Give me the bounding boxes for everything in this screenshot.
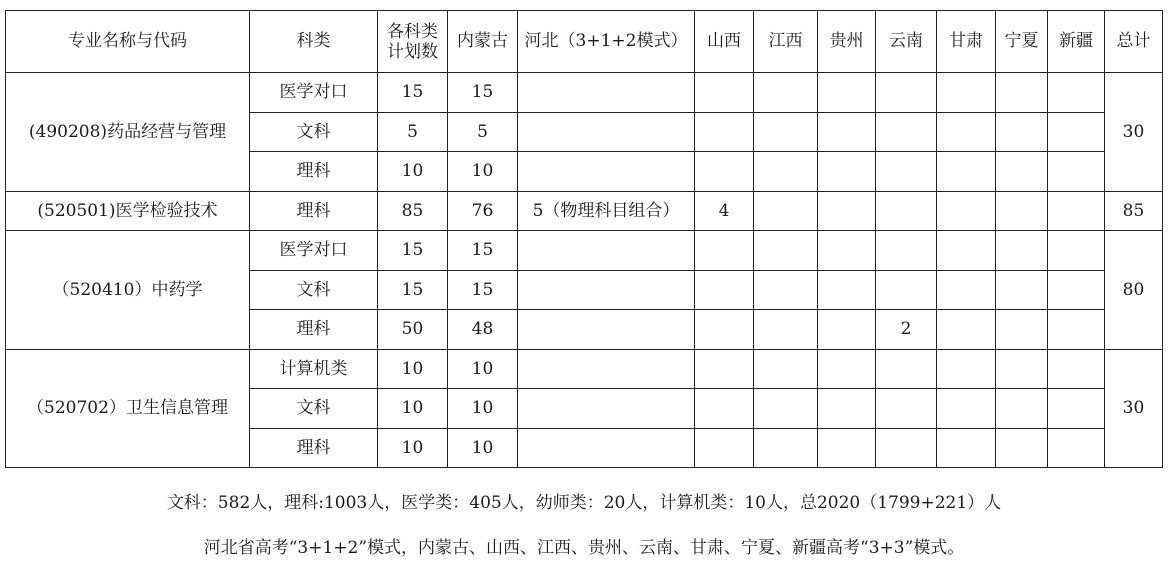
header-ningxia: 宁夏 (996, 11, 1048, 73)
hebei-cell (518, 270, 695, 310)
plan-cell: 10 (378, 152, 448, 192)
header-total: 总计 (1105, 11, 1163, 73)
hebei-cell (518, 73, 695, 113)
hebei-cell (518, 310, 695, 350)
ningxia-cell (996, 191, 1048, 231)
hebei-cell (518, 112, 695, 152)
jiangxi-cell (754, 231, 818, 271)
table-row (6, 73, 1163, 113)
shanxi-cell: 4 (695, 191, 754, 231)
neimenggu-cell: 5 (448, 112, 518, 152)
major-cell: (490208)药品经营与管理 (6, 73, 250, 192)
neimenggu-cell: 10 (448, 428, 518, 468)
plan-cell: 50 (378, 310, 448, 350)
xinjiang-cell (1048, 152, 1105, 192)
neimenggu-cell: 15 (448, 270, 518, 310)
plan-cell: 15 (378, 270, 448, 310)
header-plan-line2: 计划数 (387, 41, 438, 62)
yunnan-cell: 2 (876, 310, 937, 350)
guizhou-cell (818, 73, 876, 113)
subject-cell: 医学对口 (250, 73, 378, 113)
neimenggu-cell: 48 (448, 310, 518, 350)
yunnan-cell (876, 270, 937, 310)
hebei-cell (518, 152, 695, 192)
gansu-cell (937, 349, 996, 389)
major-cell: (520501)医学检验技术 (6, 191, 250, 231)
ningxia-cell (996, 112, 1048, 152)
header-plan-line1: 各科类 (387, 21, 438, 42)
xinjiang-cell (1048, 231, 1105, 271)
xinjiang-cell (1048, 270, 1105, 310)
table-row (6, 349, 1163, 389)
total-cell: 30 (1105, 349, 1163, 468)
jiangxi-cell (754, 270, 818, 310)
subject-cell: 计算机类 (250, 349, 378, 389)
guizhou-cell (818, 310, 876, 350)
table-header (6, 11, 1163, 73)
hebei-cell (518, 349, 695, 389)
plan-cell: 10 (378, 389, 448, 429)
subject-cell: 医学对口 (250, 231, 378, 271)
ningxia-cell (996, 428, 1048, 468)
guizhou-cell (818, 112, 876, 152)
header-guizhou: 贵州 (818, 11, 876, 73)
xinjiang-cell (1048, 112, 1105, 152)
shanxi-cell (695, 270, 754, 310)
gansu-cell (937, 231, 996, 271)
shanxi-cell (695, 231, 754, 271)
yunnan-cell (876, 389, 937, 429)
header-major: 专业名称与代码 (6, 11, 250, 73)
gansu-cell (937, 112, 996, 152)
major-cell: （520702）卫生信息管理 (6, 349, 250, 468)
shanxi-cell (695, 310, 754, 350)
neimenggu-cell: 10 (448, 349, 518, 389)
neimenggu-cell: 10 (448, 389, 518, 429)
header-neimenggu: 内蒙古 (448, 11, 518, 73)
yunnan-cell (876, 73, 937, 113)
hebei-cell (518, 428, 695, 468)
xinjiang-cell (1048, 428, 1105, 468)
header-shanxi: 山西 (695, 11, 754, 73)
header-subject: 科类 (250, 11, 378, 73)
gansu-cell (937, 270, 996, 310)
xinjiang-cell (1048, 389, 1105, 429)
table-body (6, 73, 1163, 468)
xinjiang-cell (1048, 310, 1105, 350)
gansu-cell (937, 389, 996, 429)
plan-cell: 10 (378, 349, 448, 389)
header-hebei: 河北（3+1+2模式） (518, 11, 695, 73)
gansu-cell (937, 152, 996, 192)
neimenggu-cell: 15 (448, 231, 518, 271)
jiangxi-cell (754, 191, 818, 231)
gansu-cell (937, 310, 996, 350)
header-xinjiang: 新疆 (1048, 11, 1105, 73)
hebei-cell: 5（物理科目组合） (518, 191, 695, 231)
gansu-cell (937, 191, 996, 231)
ningxia-cell (996, 349, 1048, 389)
jiangxi-cell (754, 112, 818, 152)
subject-cell: 文科 (250, 112, 378, 152)
guizhou-cell (818, 191, 876, 231)
jiangxi-cell (754, 310, 818, 350)
table-row (6, 191, 1163, 231)
summary-note: 文科：582人，理科:1003人，医学类：405人，幼师类：20人，计算机类：10人，总2020（1799+221）人 (166, 493, 1002, 513)
total-cell: 30 (1105, 73, 1163, 192)
yunnan-cell (876, 112, 937, 152)
shanxi-cell (695, 112, 754, 152)
ningxia-cell (996, 389, 1048, 429)
plan-cell: 15 (378, 73, 448, 113)
header-row (6, 11, 1163, 73)
xinjiang-cell (1048, 73, 1105, 113)
yunnan-cell (876, 152, 937, 192)
jiangxi-cell (754, 428, 818, 468)
jiangxi-cell (754, 349, 818, 389)
subject-cell: 理科 (250, 152, 378, 192)
yunnan-cell (876, 349, 937, 389)
ningxia-cell (996, 270, 1048, 310)
yunnan-cell (876, 191, 937, 231)
plan-cell: 10 (378, 428, 448, 468)
ningxia-cell (996, 73, 1048, 113)
guizhou-cell (818, 152, 876, 192)
neimenggu-cell: 10 (448, 152, 518, 192)
jiangxi-cell (754, 152, 818, 192)
ningxia-cell (996, 310, 1048, 350)
header-jiangxi: 江西 (754, 11, 818, 73)
shanxi-cell (695, 349, 754, 389)
shanxi-cell (695, 73, 754, 113)
shanxi-cell (695, 428, 754, 468)
subject-cell: 文科 (250, 389, 378, 429)
exam-mode-note: 河北省高考“3+1+2”模式，内蒙古、山西、江西、贵州、云南、甘肃、宁夏、新疆高考“3+3”模式。 (203, 538, 965, 558)
major-cell: （520410）中药学 (6, 231, 250, 350)
plan-cell: 5 (378, 112, 448, 152)
shanxi-cell (695, 389, 754, 429)
subject-cell: 文科 (250, 270, 378, 310)
guizhou-cell (818, 428, 876, 468)
ningxia-cell (996, 231, 1048, 271)
plan-cell: 15 (378, 231, 448, 271)
yunnan-cell (876, 231, 937, 271)
header-yunnan: 云南 (876, 11, 937, 73)
header-plan-count (378, 11, 448, 73)
guizhou-cell (818, 270, 876, 310)
gansu-cell (937, 428, 996, 468)
yunnan-cell (876, 428, 937, 468)
ningxia-cell (996, 152, 1048, 192)
xinjiang-cell (1048, 349, 1105, 389)
header-gansu: 甘肃 (937, 11, 996, 73)
plan-cell: 85 (378, 191, 448, 231)
xinjiang-cell (1048, 191, 1105, 231)
guizhou-cell (818, 231, 876, 271)
subject-cell: 理科 (250, 191, 378, 231)
hebei-cell (518, 231, 695, 271)
gansu-cell (937, 73, 996, 113)
jiangxi-cell (754, 389, 818, 429)
subject-cell: 理科 (250, 310, 378, 350)
enrollment-plan-table (5, 10, 1163, 468)
guizhou-cell (818, 349, 876, 389)
shanxi-cell (695, 152, 754, 192)
total-cell: 80 (1105, 231, 1163, 350)
guizhou-cell (818, 389, 876, 429)
subject-cell: 理科 (250, 428, 378, 468)
total-cell: 85 (1105, 191, 1163, 231)
neimenggu-cell: 76 (448, 191, 518, 231)
neimenggu-cell: 15 (448, 73, 518, 113)
table-row (6, 231, 1163, 271)
hebei-cell (518, 389, 695, 429)
jiangxi-cell (754, 73, 818, 113)
